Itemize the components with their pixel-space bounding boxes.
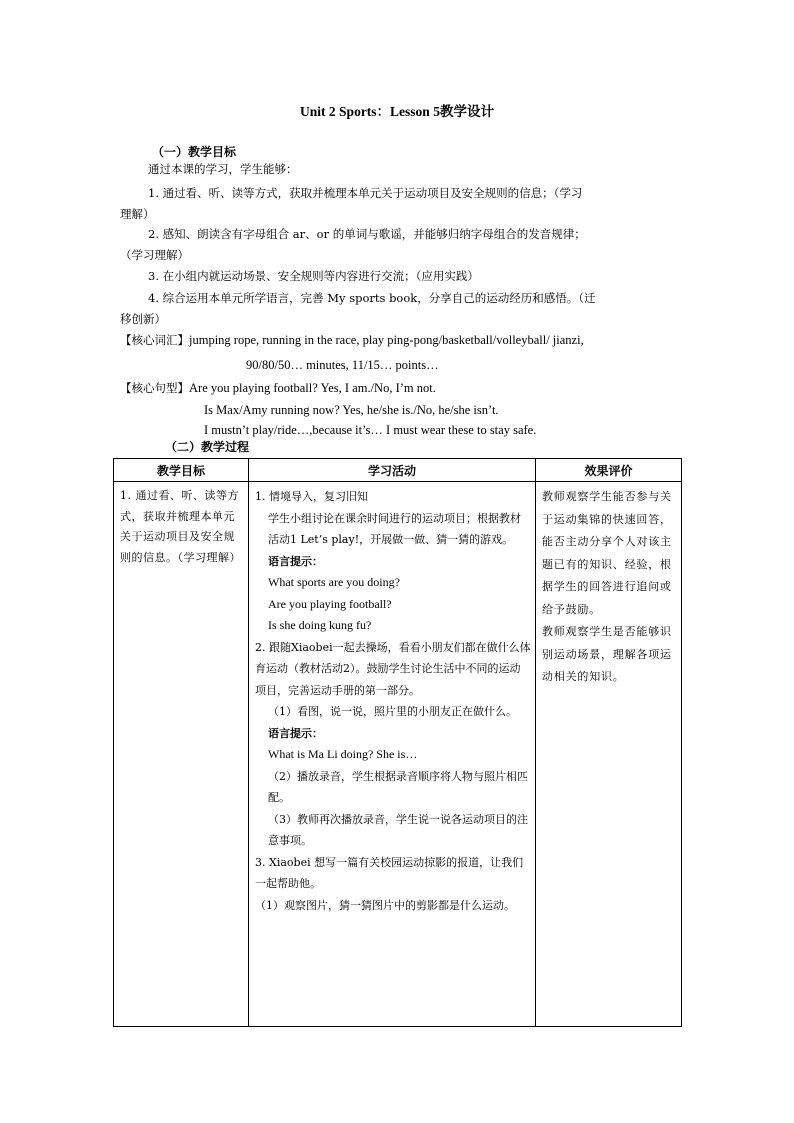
goal-2-line-1: 2. 感知、朗读含有字母组合 ar、or 的单词与歌谣，并能够归纳字母组合的发音规律； xyxy=(148,227,586,241)
core-vocab-row xyxy=(120,330,584,350)
core-vocab-line-2: 90/80/50… minutes, 11/15… points… xyxy=(246,358,439,372)
goal-4-line-2: 移创新） xyxy=(120,312,166,326)
evaluation-cell xyxy=(536,482,682,1027)
goal-1-line-2: 理解） xyxy=(120,207,155,221)
core-vocab-label: 【核心词汇】 xyxy=(120,333,189,347)
language-tip-question: Are you playing football? xyxy=(268,596,392,611)
core-sentence-line-3: I mustn’t play/ride…,because it’s… I must wear these to stay safe. xyxy=(204,423,537,437)
language-tip-label: 语言提示： xyxy=(268,726,323,740)
section-heading-objectives: （一）教学目标 xyxy=(152,145,237,159)
language-tip-question: What sports are you doing? xyxy=(268,575,400,589)
activity-step-2-1: （1）看图，说一说，照片里的小朋友正在做什么。 xyxy=(268,705,517,718)
activity-step-1-desc: 学生小组讨论在课余时间进行的运动项目；根据教材活动1 Let’s play!，开展做一做、猜一猜的游戏。 xyxy=(268,511,521,546)
header-activity: 学习活动 xyxy=(249,459,536,482)
objectives-intro: 通过本课的学习，学生能够： xyxy=(148,162,298,176)
core-sentence-line-2: Is Max/Amy running now? Yes, he/she is./No, he/she isn’t. xyxy=(204,403,499,417)
goal-2-line-2: （学习理解） xyxy=(120,248,189,262)
language-tip-label: 语言提示： xyxy=(268,554,323,568)
core-sentence-row xyxy=(120,378,436,398)
activity-cell xyxy=(249,482,536,1027)
teaching-process-table xyxy=(113,458,682,1027)
table-header-row xyxy=(114,459,682,482)
activity-step-2-2: （2）播放录音，学生根据录音顺序将人物与照片相匹配。 xyxy=(268,769,528,804)
goal-1-line-1: 1. 通过看、听、读等方式，获取并梳理本单元关于运动项目及安全规则的信息；（学习 xyxy=(148,186,583,200)
activity-step-2: 2. 跟随Xiaobei一起去操场，看看小朋友们都在做什么体育运动（教材活动2）。鼓励学生讨论生活中不同的运动项目，完善运动手册的第一部分。 xyxy=(255,640,531,697)
activity-step-1: 1. 情境导入，复习旧知 xyxy=(255,490,368,503)
page-title: Unit 2 Sports：Lesson 5教学设计 xyxy=(300,104,494,119)
activity-step-2-3: （3）教师再次播放录音，学生说一说各运动项目的注意事项。 xyxy=(268,812,528,847)
evaluation-text-2: 教师观察学生是否能够识别运动场景，理解各项运动相关的知识。 xyxy=(542,625,672,683)
language-tip-question: Is she doing kung fu? xyxy=(268,618,372,632)
table-row xyxy=(114,482,682,1027)
core-vocab-line-1: jumping rope, running in the race, play ping-pong/basketball/volleyball/ jianzi, xyxy=(189,333,584,347)
evaluation-text-1: 教师观察学生能否参与关于运动集锦的快速回答，能否主动分享个人对该主题已有的知识、经验，根据学生的回答进行追问或给予鼓励。 xyxy=(542,490,672,616)
core-sentence-label: 【核心句型】 xyxy=(120,381,189,395)
activity-step-3-1: （1）观察图片，猜一猜图片中的剪影都是什么运动。 xyxy=(255,898,515,912)
header-objective: 教学目标 xyxy=(114,459,249,482)
objective-text: 1. 通过看、听、读等方式，获取并梳理本单元关于运动项目及安全规则的信息。（学习理解） xyxy=(120,489,241,564)
core-sentence-line-1: Are you playing football? Yes, I am./No, I’m not. xyxy=(189,381,436,395)
goal-4-line-1: 4. 综合运用本单元所学语言，完善 My sports book，分享自己的运动经历和感悟。（迁 xyxy=(148,291,596,305)
objective-cell xyxy=(114,482,249,1027)
section-heading-process: （二）教学过程 xyxy=(165,440,250,454)
header-evaluation: 效果评价 xyxy=(536,459,682,482)
activity-step-3: 3. Xiaobei 想写一篇有关校园运动掠影的报道，让我们一起帮助他。 xyxy=(255,855,524,890)
language-tip-question: What is Ma Li doing? She is… xyxy=(268,747,418,761)
goal-3: 3. 在小组内就运动场景、安全规则等内容进行交流；（应用实践） xyxy=(148,269,479,283)
